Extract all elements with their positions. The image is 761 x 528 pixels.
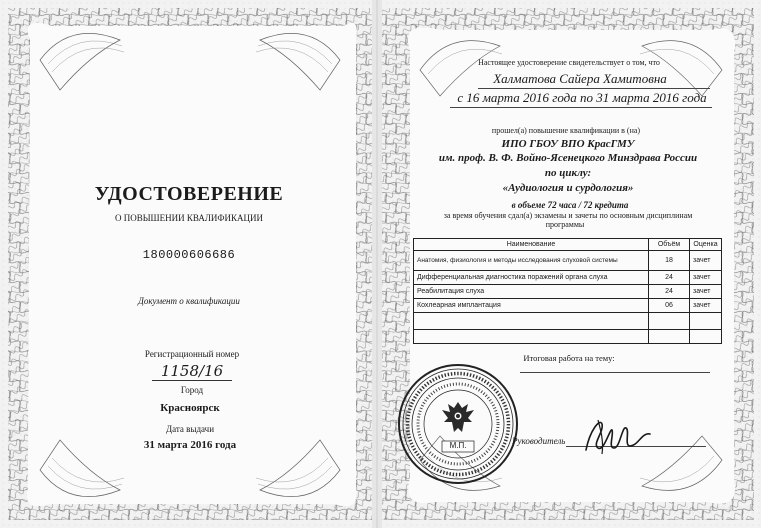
course-hours: 06	[649, 299, 690, 313]
course-hours: 18	[649, 251, 690, 271]
table-row	[414, 299, 722, 313]
seal-mark: М.П.	[449, 441, 467, 450]
course-hours: 24	[649, 285, 690, 299]
course-name: Реабилитация слуха	[414, 285, 649, 299]
course-name: Кохлеарная имплантация	[414, 299, 649, 313]
city-value: Красноярск	[160, 402, 220, 414]
column-header-name: Наименование	[414, 239, 649, 251]
registration-underline	[152, 380, 232, 381]
intro-line: Настоящее удостоверение свидетельствует о том, что	[478, 58, 660, 67]
table-row	[414, 313, 722, 330]
table-row	[414, 271, 722, 285]
course-grade	[690, 330, 722, 344]
course-hours	[649, 330, 690, 344]
course-grade	[690, 313, 722, 330]
document-type: Документ о квалификации	[138, 296, 240, 306]
table-header-row	[414, 239, 722, 251]
exams-line: за время обучения сдал(а) экзамены и зачеты по основным дисциплинам	[443, 211, 693, 220]
table-row	[414, 251, 722, 271]
course-grade: зачет	[690, 285, 722, 299]
institution-name: ИПО ГБОУ ВПО КрасГМУ	[501, 138, 635, 150]
column-header-grade: Оценка	[690, 239, 722, 251]
course-volume: в объеме 72 часа / 72 кредита	[511, 200, 629, 210]
course-grade: зачет	[690, 251, 722, 271]
course-grade: зачет	[690, 271, 722, 285]
trained-at-line: прошел(а) повышение квалификации в (на)	[491, 126, 641, 135]
issue-date-value: 31 марта 2016 года	[143, 439, 237, 451]
course-name: Анатомия, физиология и методы исследования слуховой системы	[414, 251, 649, 271]
registration-number-handwritten: 1158/16	[160, 362, 224, 380]
serial-number: 180000606686	[142, 248, 236, 262]
city-label: Город	[180, 385, 204, 395]
official-seal-icon	[396, 362, 520, 486]
supervisor-signature-icon	[580, 410, 660, 460]
period-underline	[450, 107, 712, 108]
course-hours: 24	[649, 271, 690, 285]
registration-label: Регистрационный номер	[144, 349, 240, 359]
name-underline	[478, 88, 710, 89]
certificate-title: УДОСТОВЕРЕНИЕ	[94, 183, 284, 205]
course-name: Дифференциальная диагностика поражений органа слуха	[414, 271, 649, 285]
holder-name: Халматова Сайера Хамитовна	[493, 71, 667, 86]
column-header-hours: Объём	[649, 239, 690, 251]
cycle-name: «Аудиология и сурдология»	[502, 182, 634, 194]
cycle-label: по циклу:	[544, 167, 592, 179]
courses-table	[413, 238, 722, 344]
issue-date-label: Дата выдачи	[165, 424, 215, 434]
institution-subtitle: им. проф. В. Ф. Войно-Ясенецкого Минздрава России	[438, 152, 698, 164]
certificate-subtitle: О ПОВЫШЕНИИ КВАЛИФИКАЦИИ	[114, 213, 264, 223]
supervisor-label: Руководитель	[512, 436, 566, 446]
training-period: с 16 марта 2016 года по 31 марта 2016 года	[457, 90, 707, 105]
final-work-underline	[520, 372, 710, 373]
exams-line-2: программы	[545, 220, 585, 229]
table-row	[414, 330, 722, 344]
course-hours	[649, 313, 690, 330]
final-work-label: Итоговая работа на тему:	[523, 353, 615, 363]
course-name	[414, 330, 649, 344]
course-name	[414, 313, 649, 330]
table-row	[414, 285, 722, 299]
course-grade: зачет	[690, 299, 722, 313]
